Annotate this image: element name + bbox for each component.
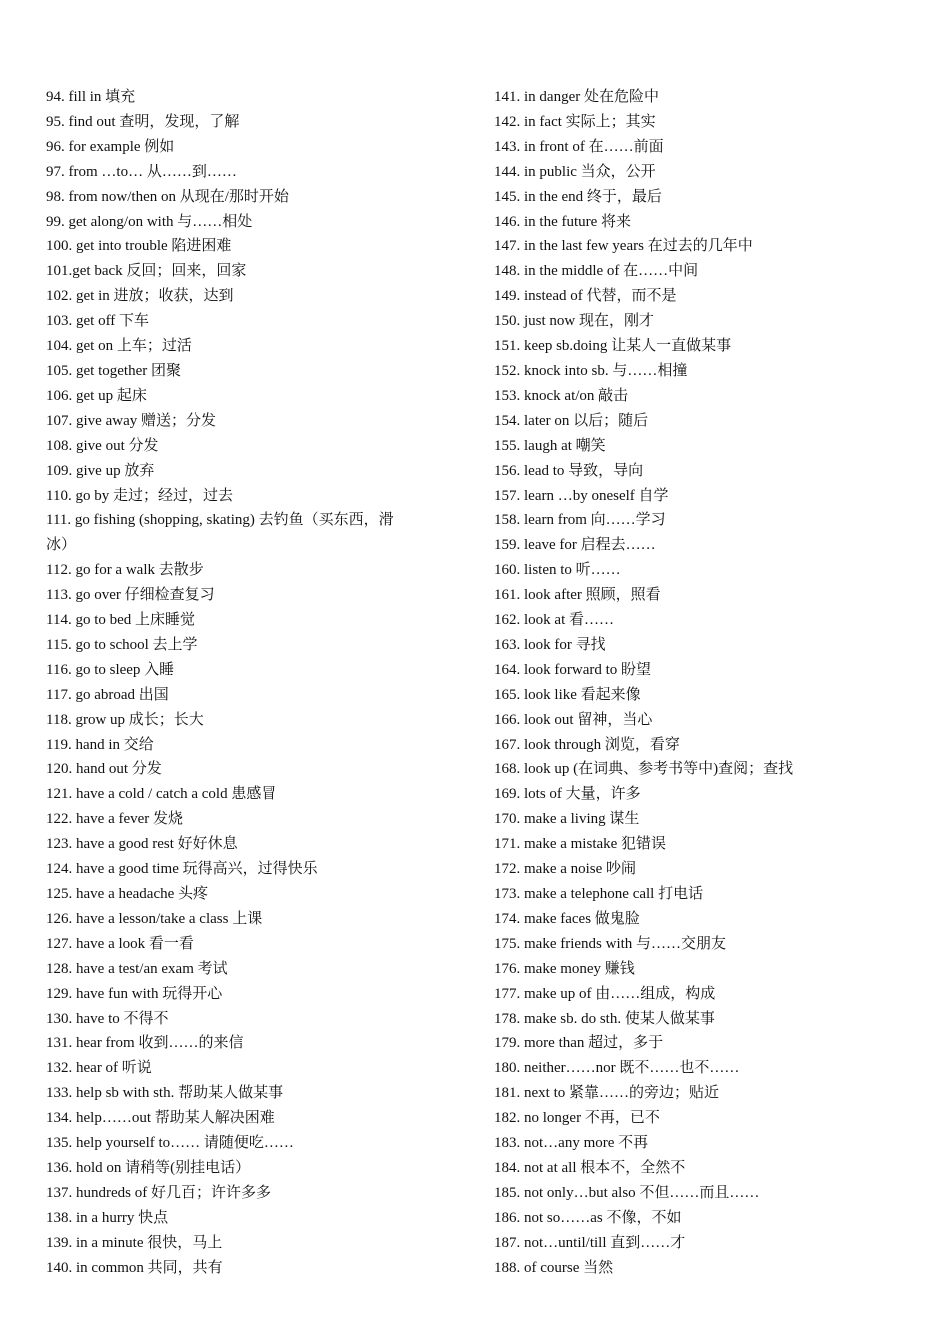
phrase-entry: 132. hear of 听说 (46, 1060, 152, 1077)
phrase-entry: 170. make a living 谋生 (494, 811, 640, 828)
phrase-entry: 178. make sb. do sth. 使某人做某事 (494, 1010, 715, 1027)
phrase-entry: 129. have fun with 玩得开心 (46, 985, 223, 1002)
phrase-entry: 173. make a telephone call 打电话 (494, 886, 704, 902)
phrase-list-right (494, 85, 914, 1281)
phrase-entry: 187. not…until/till 直到……才 (494, 1234, 686, 1251)
phrase-entry: 145. in the end 终于，最后 (494, 188, 662, 205)
phrase-entry: 133. help sb with sth. 帮助某人做某事 (46, 1085, 284, 1102)
phrase-entry: 104. get on 上车；过活 (46, 338, 192, 355)
phrase-entry: 116. go to sleep 入睡 (46, 661, 175, 678)
phrase-entry: 149. instead of 代替，而不是 (494, 288, 677, 305)
phrase-entry: 125. have a headache 头疼 (46, 886, 209, 902)
phrase-entry: 105. get together 团聚 (46, 362, 181, 379)
phrase-entry: 183. not…any more 不再 (494, 1135, 649, 1152)
phrase-entry: 180. neither……nor 既不……也不…… (494, 1060, 740, 1077)
phrase-entry: 148. in the middle of 在……中间 (494, 263, 699, 280)
phrase-entry: 101.get back 反回；回来，回家 (46, 263, 247, 280)
phrase-entry: 119. hand in 交给 (46, 736, 154, 753)
phrase-entry: 172. make a noise 吵闹 (494, 861, 637, 878)
phrase-entry: 137. hundreds of 好几百；许许多多 (46, 1184, 271, 1201)
phrase-entry: 100. get into trouble 陷进困难 (46, 238, 232, 255)
phrase-list-left (46, 85, 416, 1281)
phrase-entry: 163. look for 寻找 (494, 636, 606, 653)
phrase-entry: 97. from …to… 从……到…… (46, 163, 237, 180)
phrase-entry: 138. in a hurry 快点 (46, 1209, 169, 1226)
phrase-entry: 182. no longer 不再，已不 (494, 1110, 660, 1127)
phrase-entry: 124. have a good time 玩得高兴，过得快乐 (46, 861, 318, 878)
phrase-entry: 115. go to school 去上学 (46, 636, 198, 653)
phrase-entry: 146. in the future 将来 (494, 213, 632, 230)
phrase-entry: 150. just now 现在，刚才 (494, 313, 655, 330)
phrase-entry: 154. later on 以后；随后 (494, 412, 649, 429)
phrase-entry: 151. keep sb.doing 让某人一直做某事 (494, 338, 732, 355)
phrase-entry: 114. go to bed 上床睡觉 (46, 612, 196, 629)
phrase-entry: 153. knock at/on 敲击 (494, 387, 629, 404)
phrase-entry: 166. look out 留神，当心 (494, 711, 653, 728)
phrase-entry: 152. knock into sb. 与……相撞 (494, 362, 688, 379)
phrase-entry: 156. lead to 导致，导向 (494, 462, 644, 479)
phrase-entry: 131. hear from 收到……的来信 (46, 1035, 244, 1052)
phrase-entry: 96. for example 例如 (46, 138, 175, 155)
phrase-entry: 174. make faces 做鬼脸 (494, 910, 640, 927)
phrase-entry: 106. get up 起床 (46, 387, 147, 404)
phrase-entry: 164. look forward to 盼望 (494, 661, 652, 678)
phrase-entry: 175. make friends with 与……交朋友 (494, 935, 727, 952)
phrase-entry: 134. help……out 帮助某人解决困难 (46, 1110, 275, 1127)
phrase-entry: 139. in a minute 很快，马上 (46, 1234, 223, 1251)
phrase-entry: 120. hand out 分发 (46, 761, 162, 778)
phrase-entry: 185. not only…but also 不但……而且…… (494, 1184, 760, 1201)
phrase-entry: 158. learn from 向……学习 (494, 512, 666, 529)
phrase-entry: 159. leave for 启程去…… (494, 537, 656, 554)
phrase-entry: 113. go over 仔细检查复习 (46, 587, 215, 604)
phrase-entry: 171. make a mistake 犯错误 (494, 836, 667, 853)
phrase-entry: 157. learn …by oneself 自学 (494, 487, 669, 504)
phrase-entry: 161. look after 照顾，照看 (494, 587, 661, 604)
phrase-entry: 111. go fishing (shopping, skating) 去钓鱼（买东西，滑冰） (46, 512, 394, 554)
phrase-entry: 181. next to 紧靠……的旁边；贴近 (494, 1085, 719, 1102)
phrase-entry: 108. give out 分发 (46, 437, 159, 454)
phrase-entry: 135. help yourself to…… 请随便吃…… (46, 1135, 294, 1152)
phrase-entry: 136. hold on 请稍等(别挂电话） (46, 1159, 251, 1176)
phrase-entry: 141. in danger 处在危险中 (494, 89, 659, 105)
phrase-entry: 126. have a lesson/take a class 上课 (46, 910, 263, 927)
phrase-entry: 169. lots of 大量，许多 (494, 786, 641, 803)
phrase-entry: 117. go abroad 出国 (46, 686, 169, 703)
phrase-entry: 186. not so……as 不像，不如 (494, 1209, 682, 1226)
phrase-entry: 162. look at 看…… (494, 612, 614, 629)
phrase-entry: 102. get in 进放；收获，达到 (46, 288, 234, 305)
phrase-entry: 176. make money 赚钱 (494, 960, 635, 977)
phrase-entry: 107. give away 赠送；分发 (46, 412, 216, 429)
phrase-entry: 167. look through 浏览，看穿 (494, 736, 680, 753)
phrase-entry: 118. grow up 成长；长大 (46, 711, 204, 728)
phrase-entry: 144. in public 当众，公开 (494, 163, 656, 180)
phrase-entry: 112. go for a walk 去散步 (46, 562, 204, 579)
phrase-entry: 168. look up (在词典、参考书等中)查阅；查找 (494, 761, 794, 778)
phrase-entry: 99. get along/on with 与……相处 (46, 213, 253, 230)
phrase-entry: 130. have to 不得不 (46, 1010, 169, 1027)
phrase-entry: 147. in the last few years 在过去的几年中 (494, 238, 753, 255)
phrase-entry: 122. have a fever 发烧 (46, 811, 184, 828)
phrase-entry: 95. find out 查明，发现，了解 (46, 113, 240, 130)
phrase-entry: 128. have a test/an exam 考试 (46, 960, 228, 977)
phrase-entry: 160. listen to 听…… (494, 562, 621, 579)
phrase-entry: 98. from now/then on 从现在/那时开始 (46, 188, 289, 205)
phrase-entry: 179. more than 超过，多于 (494, 1035, 664, 1052)
phrase-entry: 165. look like 看起来像 (494, 686, 641, 703)
phrase-entry: 184. not at all 根本不，全然不 (494, 1159, 686, 1176)
phrase-entry: 177. make up of 由……组成，构成 (494, 985, 716, 1002)
phrase-entry: 127. have a look 看一看 (46, 935, 194, 952)
phrase-entry: 109. give up 放弃 (46, 462, 155, 479)
phrase-entry: 140. in common 共同，共有 (46, 1259, 223, 1276)
phrase-entry: 103. get off 下车 (46, 313, 150, 330)
phrase-entry: 123. have a good rest 好好休息 (46, 836, 238, 853)
phrase-entry: 121. have a cold / catch a cold 患感冒 (46, 786, 277, 803)
phrase-entry: 143. in front of 在……前面 (494, 138, 664, 155)
phrase-entry: 94. fill in 填充 (46, 89, 136, 105)
phrase-entry: 142. in fact 实际上；其实 (494, 113, 656, 130)
phrase-entry: 155. laugh at 嘲笑 (494, 437, 606, 454)
phrase-entry: 188. of course 当然 (494, 1259, 614, 1276)
phrase-entry: 110. go by 走过；经过，过去 (46, 487, 233, 504)
